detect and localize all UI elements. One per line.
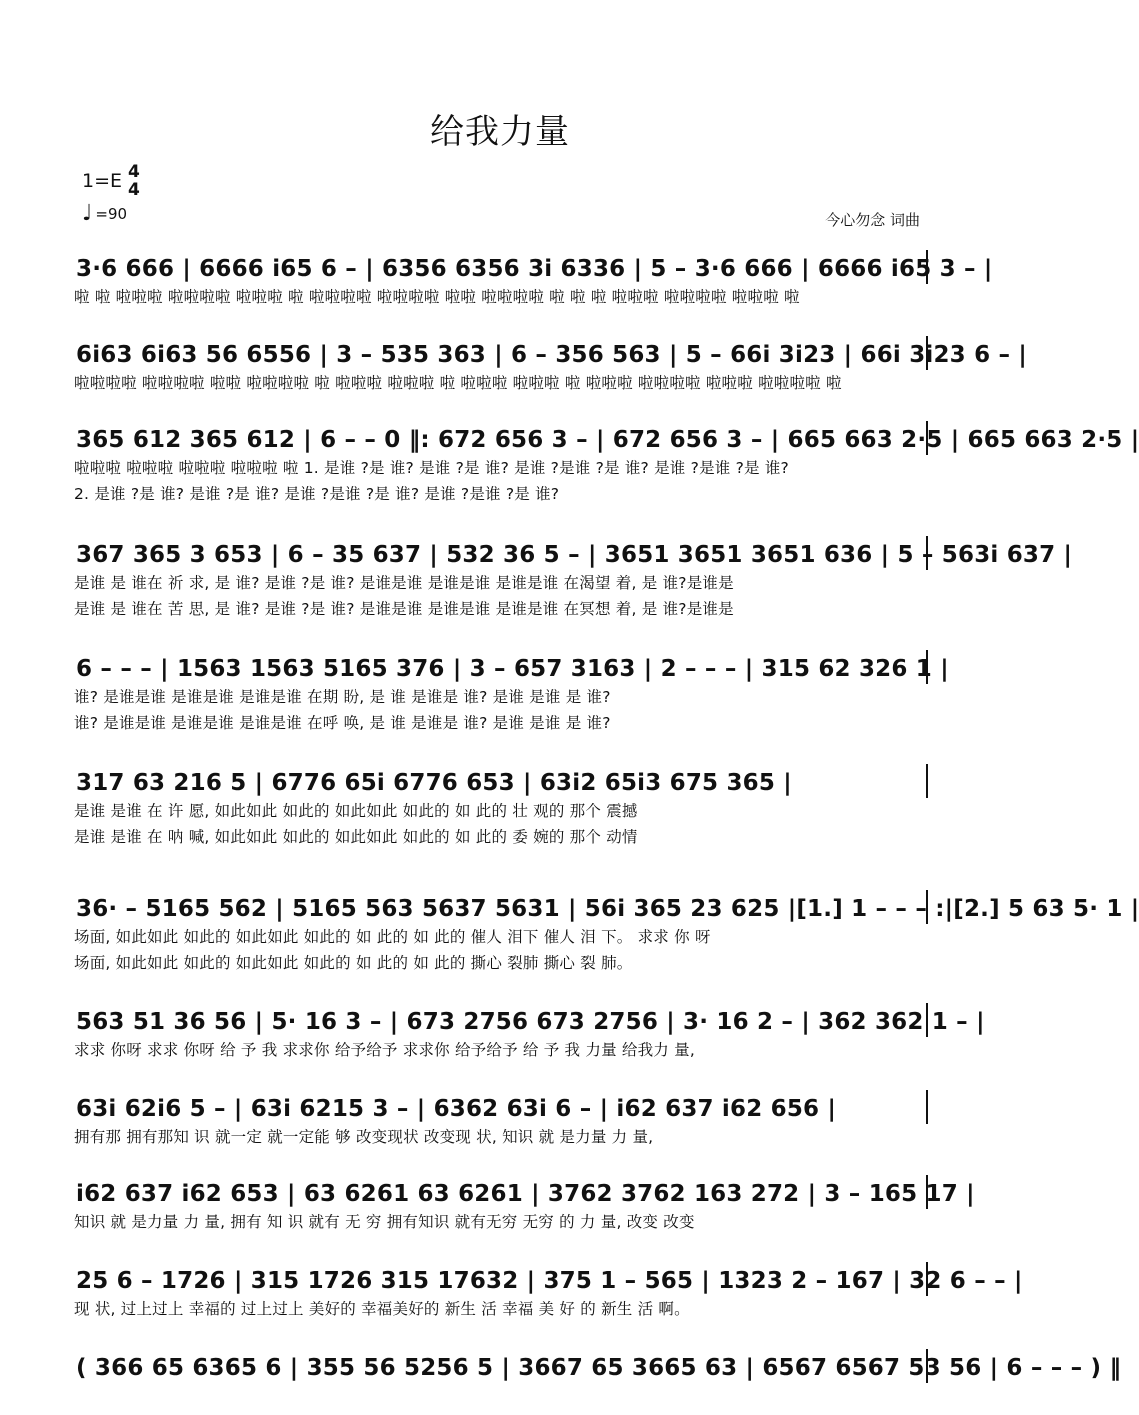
notation-text: 365 612 365 612 | 6 – – 0 ‖: 672 656 3 – | 672 656 3 – | 665 663 2·5 | 665 663 2·5 |	[76, 427, 1139, 453]
lyric-line: 现 状, 过上过上 幸福的 过上过上 美好的 幸福美好的 新生 活 幸福 美 好 的 新生 活 啊。	[74, 1300, 690, 1318]
notation-text: 25 6 – 1726 | 315 1726 315 17632 | 375 1 – 565 | 1323 2 – 167 | 32 6 – – |	[76, 1268, 1023, 1294]
quarter-note-icon: ♩	[82, 201, 93, 226]
notation-text: i62 637 i62 653 | 63 6261 63 6261 | 3762 3762 163 272 | 3 – 165 17 |	[76, 1181, 975, 1207]
tempo-value: =90	[95, 205, 128, 223]
score-system	[74, 1003, 985, 1063]
notation-text: 6 – – – | 1563 1563 5165 376 | 3 – 657 3163 | 2 – – – | 315 62 326 1 |	[76, 656, 949, 682]
score-system	[74, 890, 1139, 976]
score-system	[74, 336, 1028, 396]
song-title: 给我力量	[430, 112, 570, 152]
notation-line	[74, 336, 1028, 370]
lyric-line: 2. 是谁 ?是 谁? 是谁 ?是 谁? 是谁 ?是谁 ?是 谁? 是谁 ?是谁 ?是 谁?	[74, 485, 560, 503]
notation-line	[74, 650, 949, 684]
notation-text: 6i63 6i63 56 6556 | 3 – 535 363 | 6 – 356 563 | 5 – 66i 3i23 | 66i 3i23 6 – |	[76, 342, 1028, 368]
key-label: 1=E	[82, 170, 123, 192]
time-signature-bottom: 4	[128, 180, 140, 200]
score-system	[74, 650, 949, 736]
lyric-line: 知识 就 是力量 力 量, 拥有 知 识 就有 无 穷 拥有知识 就有无穷 无穷 的 力 量, 改变 改变	[74, 1213, 695, 1231]
time-signature-top: 4	[128, 162, 140, 182]
notation-line	[74, 250, 993, 284]
notation-line	[74, 1175, 975, 1209]
notation-line	[74, 536, 1073, 570]
lyric-line: 啦啦啦 啦啦啦 啦啦啦 啦啦啦 啦 1. 是谁 ?是 谁? 是谁 ?是 谁? 是谁 ?是谁 ?是 谁? 是谁 ?是谁 ?是 谁?	[74, 459, 789, 477]
notation-line	[74, 421, 1139, 455]
score-system	[74, 536, 1073, 622]
notation-line	[74, 1003, 985, 1037]
tempo-marking	[82, 201, 128, 226]
notation-text: 3·6 666 | 6666 i65 6 – | 6356 6356 3i 6336 | 5 – 3·6 666 | 6666 i65 3 – |	[76, 256, 993, 282]
notation-text: 367 365 3 653 | 6 – 35 637 | 532 36 5 – | 3651 3651 3651 636 | 5 – 563i 637 |	[76, 542, 1073, 568]
lyric-line: 谁? 是谁是谁 是谁是谁 是谁是谁 在期 盼, 是 谁 是谁是 谁? 是谁 是谁 是 谁?	[74, 688, 611, 706]
score-system	[74, 1349, 1122, 1383]
lyric-line: 是谁 是谁 在 呐 喊, 如此如此 如此的 如此如此 如此的 如 此的 委 婉的 那个 动情	[74, 828, 638, 846]
notation-line	[74, 1349, 1122, 1383]
notation-text: 36· – 5165 562 | 5165 563 5637 5631 | 56i 365 23 625 |[1.] 1 – – – :|[2.] 5 63 5· 1 |	[76, 896, 1139, 922]
lyric-line: 啦 啦 啦啦啦 啦啦啦啦 啦啦啦 啦 啦啦啦啦 啦啦啦啦 啦啦 啦啦啦啦 啦 啦 啦 啦啦啦 啦啦啦啦 啦啦啦 啦	[74, 288, 800, 306]
notation-line	[74, 764, 928, 798]
notation-line	[74, 890, 1139, 924]
time-signature	[128, 163, 140, 199]
notation-text: 317 63 216 5 | 6776 65i 6776 653 | 63i2 65i3 675 365 |	[76, 770, 792, 796]
score-system	[74, 1175, 975, 1235]
score-system	[74, 250, 993, 310]
notation-line	[74, 1262, 1023, 1296]
notation-line	[74, 1090, 928, 1124]
notation-text: ( 366 65 6365 6 | 355 56 5256 5 | 3667 65 3665 63 | 6567 6567 53 56 | 6 – – – ) ‖	[76, 1355, 1122, 1381]
lyric-line: 是谁 是谁 在 许 愿, 如此如此 如此的 如此如此 如此的 如 此的 壮 观的 那个 震撼	[74, 802, 638, 820]
lyric-line: 啦啦啦啦 啦啦啦啦 啦啦 啦啦啦啦 啦 啦啦啦 啦啦啦 啦 啦啦啦 啦啦啦 啦 啦啦啦 啦啦啦啦 啦啦啦 啦啦啦啦 啦	[74, 374, 842, 392]
score-system	[74, 764, 926, 850]
score-system	[74, 1262, 1023, 1322]
score-system	[74, 1090, 926, 1150]
lyric-line: 是谁 是 谁在 祈 求, 是 谁? 是谁 ?是 谁? 是谁是谁 是谁是谁 是谁是谁 在渴望 着, 是 谁?是谁是	[74, 574, 734, 592]
composer-credit: 今心勿念 词曲	[825, 211, 920, 229]
notation-text: 563 51 36 56 | 5· 16 3 – | 673 2756 673 2756 | 3· 16 2 – | 362 362 1 – |	[76, 1009, 985, 1035]
score-system	[74, 421, 1139, 507]
key-signature	[82, 163, 140, 199]
lyric-line: 谁? 是谁是谁 是谁是谁 是谁是谁 在呼 唤, 是 谁 是谁是 谁? 是谁 是谁 是 谁?	[74, 714, 611, 732]
lyric-line: 场面, 如此如此 如此的 如此如此 如此的 如 此的 如 此的 撕心 裂肺 撕心 裂 肺。	[74, 954, 633, 972]
lyric-line: 拥有那 拥有那知 识 就一定 就一定能 够 改变现状 改变现 状, 知识 就 是力量 力 量,	[74, 1128, 654, 1146]
lyric-line: 是谁 是 谁在 苦 思, 是 谁? 是谁 ?是 谁? 是谁是谁 是谁是谁 是谁是谁 在冥想 着, 是 谁?是谁是	[74, 600, 734, 618]
lyric-line: 求求 你呀 求求 你呀 给 予 我 求求你 给予给予 求求你 给予给予 给 予 我 力量 给我力 量,	[74, 1041, 695, 1059]
notation-text: 63i 62i6 5 – | 63i 6215 3 – | 6362 63i 6 – | i62 637 i62 656 |	[76, 1096, 837, 1122]
lyric-line: 场面, 如此如此 如此的 如此如此 如此的 如 此的 如 此的 催人 泪下 催人 泪 下。 求求 你 呀	[74, 928, 711, 946]
